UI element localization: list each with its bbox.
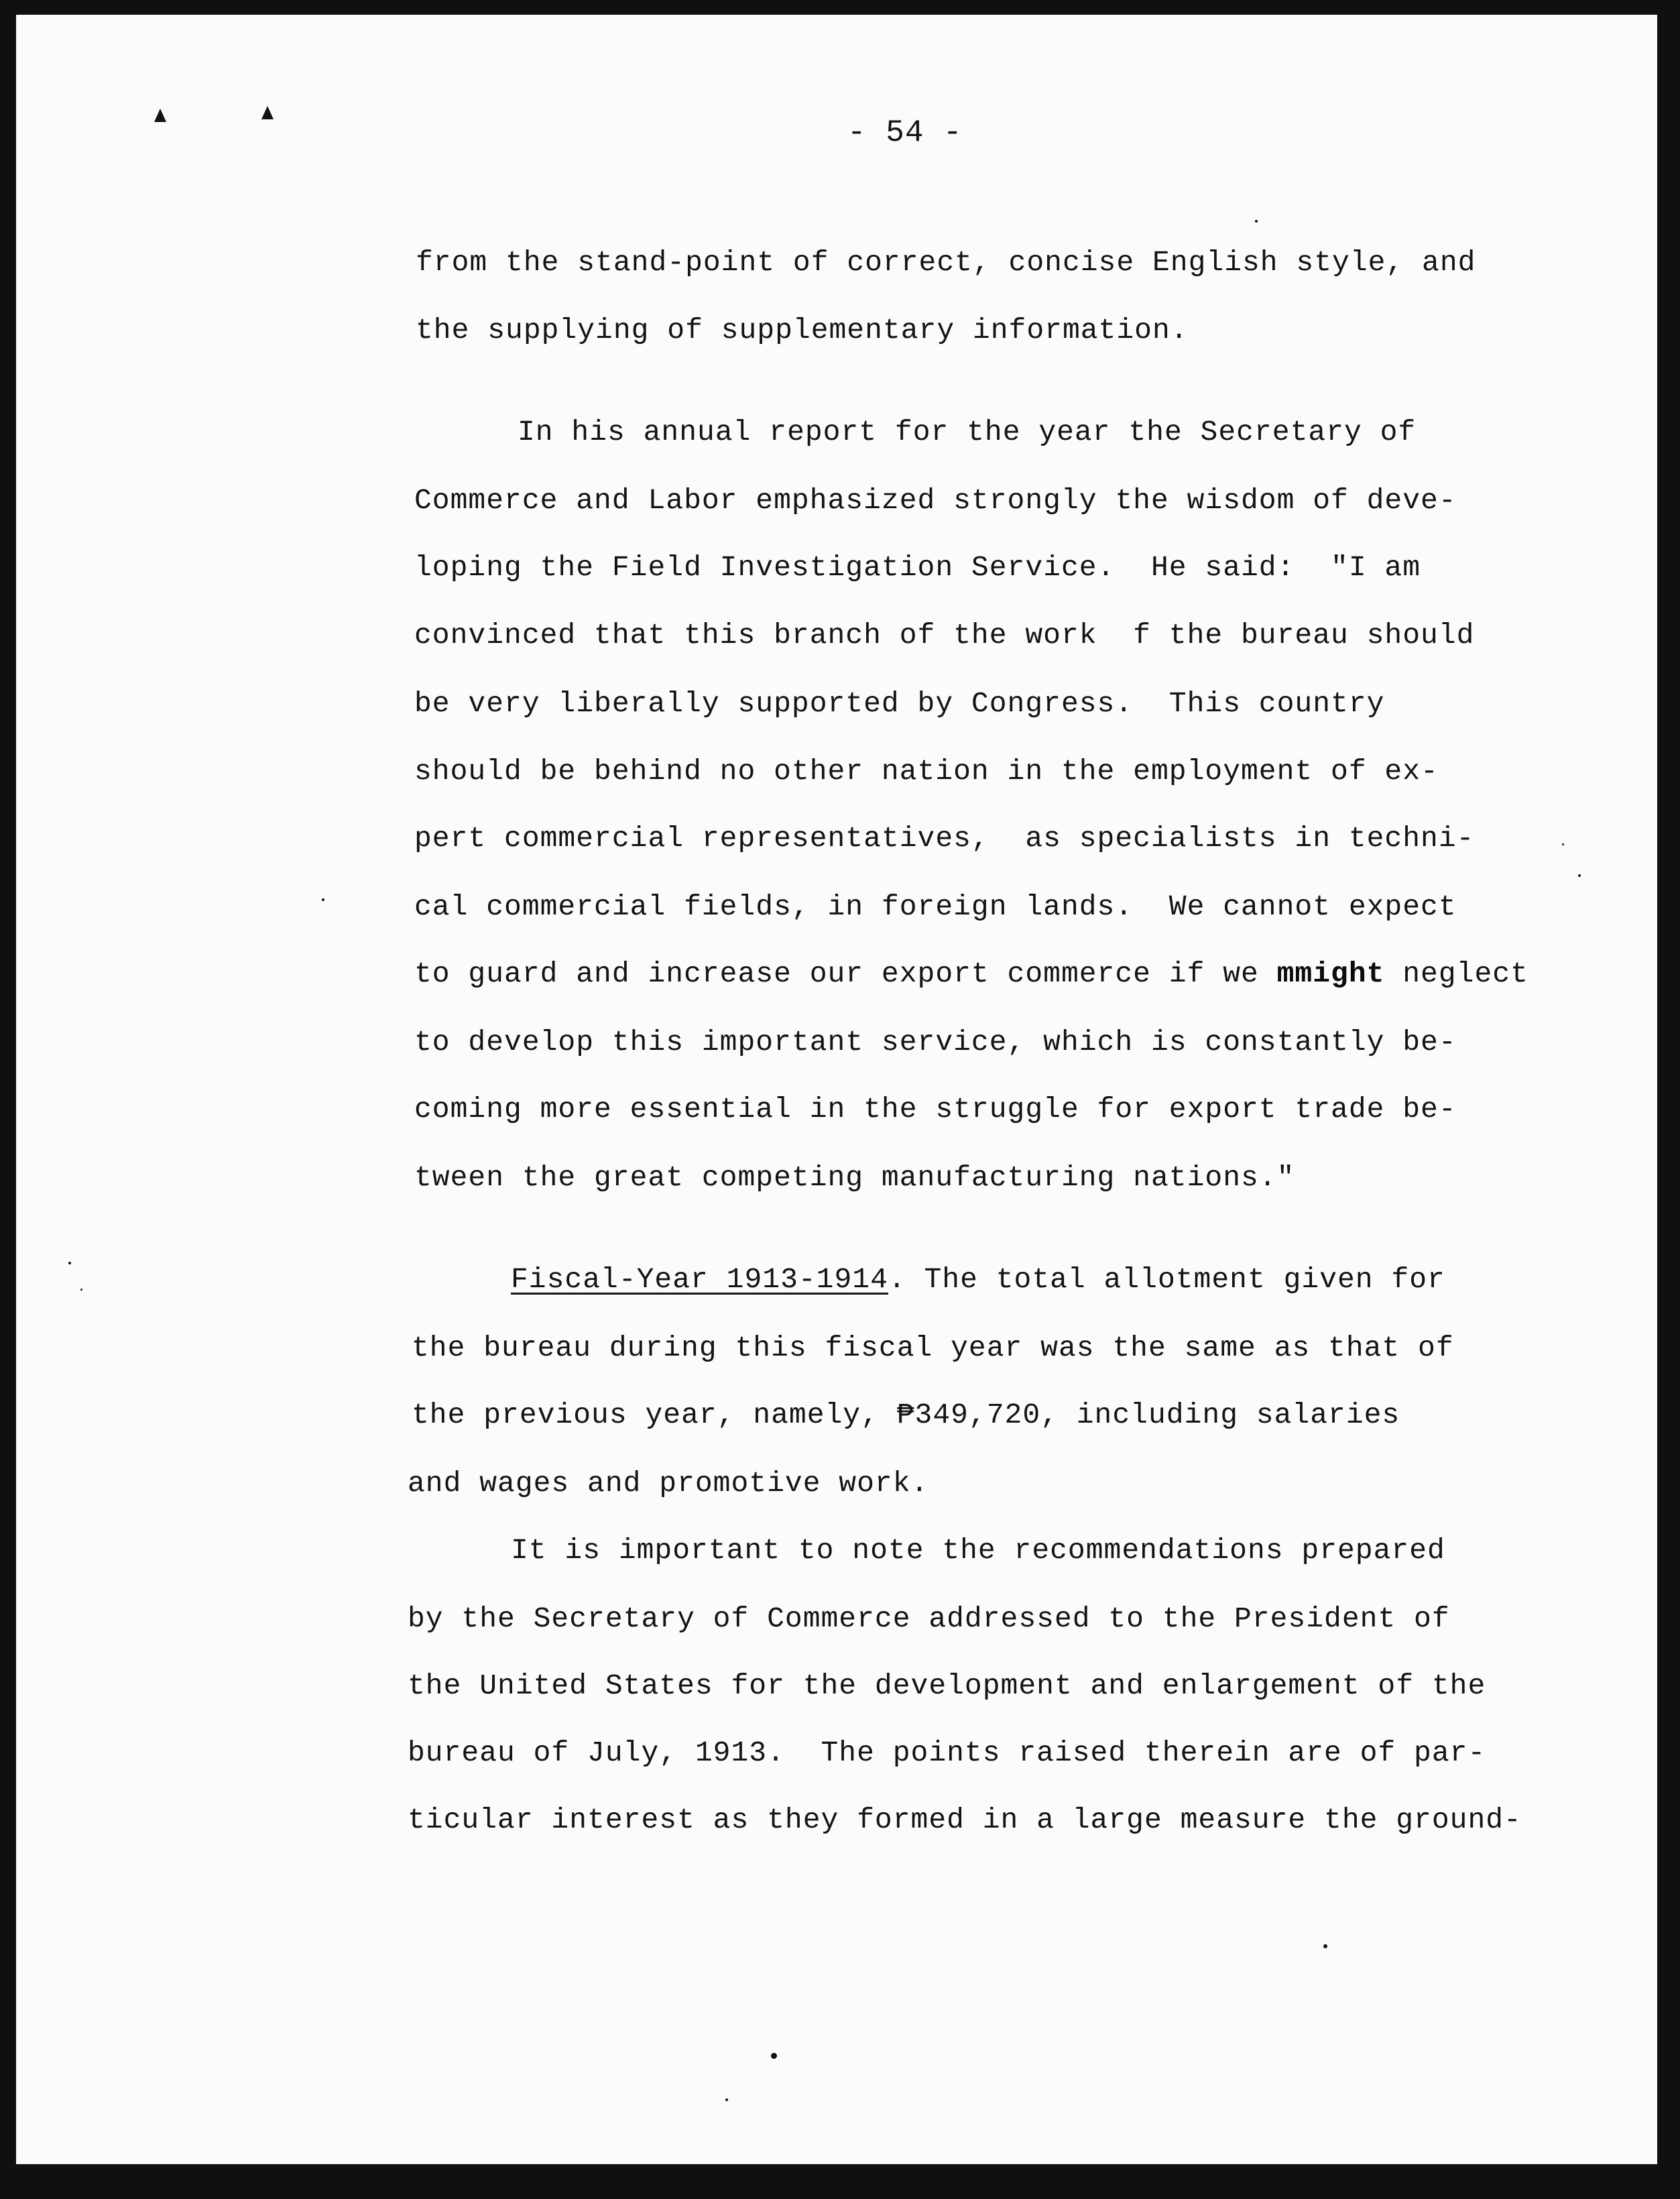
speck <box>1323 1944 1327 1948</box>
text-line: the United States for the development and enlargement of the <box>408 1669 1486 1702</box>
text-line: the bureau during this fiscal year was the same as that of <box>412 1331 1454 1364</box>
text-line: loping the Field Investigation Service. He said: "I am <box>414 551 1421 584</box>
speck <box>80 1289 82 1291</box>
text-line-with-heading <box>511 1263 1445 1296</box>
hole-mark-left <box>154 109 166 122</box>
typewritten-page <box>16 15 1657 2164</box>
text-line: the supplying of supplementary information. <box>416 314 1189 347</box>
text-line: It is important to note the recommendations prepared <box>511 1534 1445 1567</box>
speck <box>68 1262 71 1264</box>
hole-mark-right <box>261 106 274 119</box>
speck <box>1578 874 1581 877</box>
text-line: tween the great competing manufacturing nations." <box>414 1161 1295 1194</box>
text-line: by the Secretary of Commerce addressed to the President of <box>408 1602 1450 1635</box>
text-line: from the stand-point of correct, concise English style, and <box>416 246 1476 279</box>
speck <box>771 2053 777 2059</box>
line-text-after: neglect <box>1384 957 1528 990</box>
section-heading: Fiscal-Year 1913-1914 <box>511 1263 888 1296</box>
text-line-with-strikeover <box>414 957 1528 990</box>
text-line: be very liberally supported by Congress. This country <box>414 687 1385 720</box>
speck <box>1562 843 1564 845</box>
text-line: ticular interest as they formed in a large measure the ground- <box>408 1803 1522 1836</box>
line-text-before: to guard and increase our export commerce if we <box>414 957 1277 990</box>
text-line: to develop this important service, which is constantly be- <box>414 1026 1457 1059</box>
text-line: cal commercial fields, in foreign lands. We cannot expect <box>414 890 1457 923</box>
speck <box>725 2098 728 2101</box>
struck-word: mmight <box>1276 957 1385 990</box>
text-line: pert commercial representatives, as specialists in techni- <box>414 822 1475 855</box>
text-line: Commerce and Labor emphasized strongly the wisdom of deve- <box>414 484 1457 517</box>
text-line: In his annual report for the year the Secretary of <box>518 416 1417 449</box>
speck <box>322 898 324 901</box>
text-line: convinced that this branch of the work f the bureau should <box>414 619 1475 652</box>
text-line: bureau of July, 1913. The points raised therein are of par- <box>408 1736 1486 1769</box>
text-line: the previous year, namely, ₱349,720, including salaries <box>412 1399 1400 1431</box>
page-number: - 54 - <box>847 115 963 150</box>
speck <box>1255 220 1258 223</box>
text-line: and wages and promotive work. <box>408 1467 929 1500</box>
text-line: coming more essential in the struggle for export trade be- <box>414 1093 1457 1126</box>
text-line: should be behind no other nation in the employment of ex- <box>414 755 1439 788</box>
line-text: . The total allotment given for <box>888 1263 1445 1296</box>
